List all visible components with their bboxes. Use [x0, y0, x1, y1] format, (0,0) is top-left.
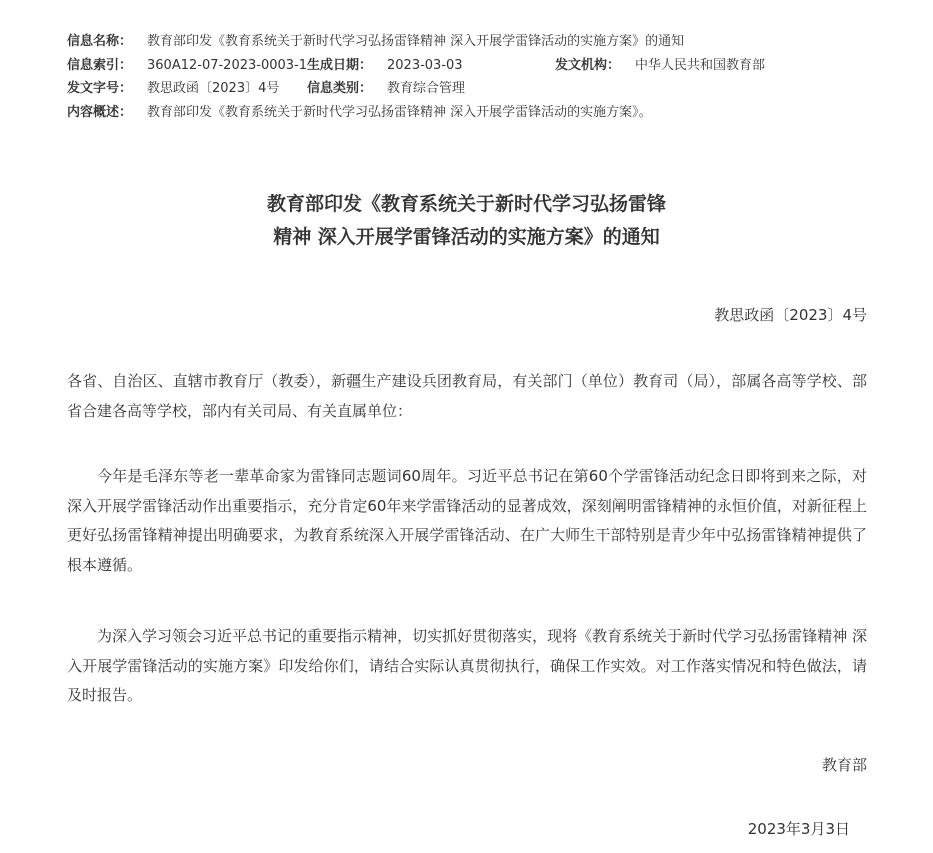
- meta-org-label: 发文机构：: [555, 57, 621, 73]
- meta-index-value: 360A12-07-2023-0003-1: [147, 57, 307, 73]
- meta-row-name: [67, 30, 887, 54]
- meta-summary-label: 内容概述：: [67, 104, 133, 120]
- meta-name-label: 信息名称：: [67, 34, 133, 49]
- document-title: [0, 188, 933, 254]
- recipients-paragraph: 各省、自治区、直辖市教育厅（教委），新疆生产建设兵团教育局，有关部门（单位）教育司（局），部属各高等学校、部省合建各高等学校，部内有关司局、有关直属单位：: [67, 372, 867, 420]
- document-metadata: [67, 30, 887, 124]
- meta-date-label: 生成日期：: [307, 57, 373, 73]
- title-line-2: 精神 深入开展学雷锋活动的实施方案》的通知: [273, 226, 660, 248]
- meta-summary-value: 教育部印发《教育系统关于新时代学习弘扬雷锋精神 深入开展学雷锋活动的实施方案》。: [147, 104, 652, 120]
- meta-org-value: 中华人民共和国教育部: [635, 57, 766, 73]
- meta-index-label: 信息索引：: [67, 57, 133, 73]
- meta-category-value: 教育综合管理: [387, 81, 466, 96]
- title-line-1: 教育部印发《教育系统关于新时代学习弘扬雷锋: [266, 193, 666, 215]
- meta-row-index: [67, 54, 887, 78]
- document-number: 教思政函〔2023〕4号: [714, 306, 867, 324]
- signer: 教育部: [821, 756, 867, 774]
- body-paragraph-1: 今年是毛泽东等老一辈革命家为雷锋同志题词60周年。习近平总书记在第60个学雷锋活动纪念日即将到来之际，对深入开展学雷锋活动作出重要指示，充分肯定60年来学雷锋活动的显著成效，深刻阐明雷锋精神的永恒价值，对新征程上更好弘扬雷锋精神提出明确要求，为教育系统深入开展学雷锋活动、在广大师生干部特别是青少年中弘扬雷锋精神提供了根本遵循。: [67, 467, 867, 574]
- meta-docno-label: 发文字号：: [67, 81, 133, 96]
- issue-date: 2023年3月3日: [747, 820, 850, 838]
- meta-date-value: 2023-03-03: [387, 57, 463, 73]
- meta-row-docno: [67, 77, 887, 101]
- meta-category-label: 信息类别：: [307, 81, 373, 96]
- meta-row-summary: [67, 101, 887, 125]
- meta-docno-value: 教思政函〔2023〕4号: [147, 81, 280, 96]
- body-paragraph-2: 为深入学习领会习近平总书记的重要指示精神，切实抓好贯彻落实，现将《教育系统关于新时代学习弘扬雷锋精神 深入开展学雷锋活动的实施方案》印发给你们，请结合实际认真贯彻执行，确保工作实效。对工作落实情况和特色做法，请及时报告。: [67, 627, 867, 704]
- meta-name-value: 教育部印发《教育系统关于新时代学习弘扬雷锋精神 深入开展学雷锋活动的实施方案》的通知: [147, 34, 685, 49]
